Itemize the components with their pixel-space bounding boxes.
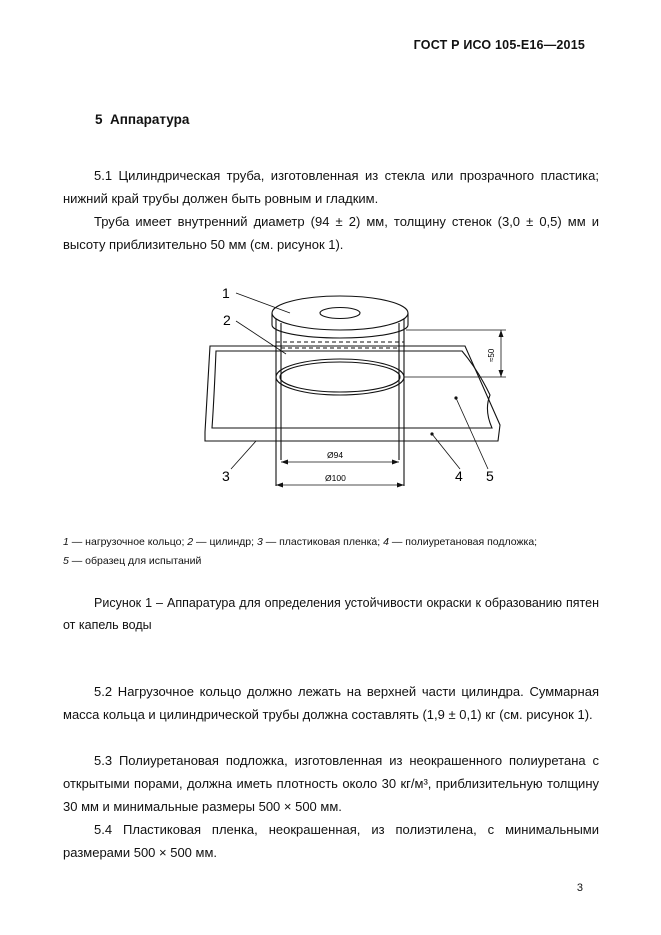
legend-num-5: 5 [63, 554, 69, 567]
page-number: 3 [576, 882, 583, 894]
figure-label-5: 5 [486, 468, 494, 484]
leader-1 [236, 293, 290, 313]
figure-label-4: 4 [455, 468, 463, 484]
paragraph-5-1 [63, 164, 599, 256]
legend-num-1: 1 [63, 536, 69, 548]
leader-5 [456, 398, 488, 469]
specimen-ellipse [276, 359, 404, 395]
apparatus-figure [0, 270, 661, 510]
legend-text-3: — пластиковая пленка; [262, 536, 384, 548]
legend-num-2: 2 [187, 536, 194, 548]
paragraph-5-4-text: 5.4 Пластиковая пленка, неокрашенная, из полиэтилена, с минимальными размерами 500 × 500 мм. [63, 822, 599, 860]
section-number: 5 [95, 112, 103, 127]
legend-text-1: — нагрузочное кольцо; [68, 536, 188, 548]
legend-text-4: — полиуретановая подложка; [388, 536, 538, 548]
dimension-inner-diameter: Ø94 [327, 450, 344, 460]
document-header: ГОСТ Р ИСО 105-Е16—2015 [413, 38, 585, 52]
section-heading [95, 112, 189, 127]
paragraph-5-2 [63, 680, 599, 726]
leader-2 [236, 321, 286, 354]
polyurethane-substrate [205, 346, 500, 441]
paragraph-5-4 [63, 818, 599, 864]
figure-label-1: 1 [222, 285, 230, 301]
leader-4 [432, 434, 460, 469]
paragraph-5-3 [63, 749, 599, 818]
paragraph-5-1-text: 5.1 Цилиндрическая труба, изготовленная из стекла или прозрачного пластика; нижний край трубы должен быть ровным и гладким. [63, 168, 599, 206]
figure-label-2: 2 [223, 312, 231, 328]
paragraph-5-3-text: 5.3 Полиуретановая подложка, изготовленная из неокрашенного полиуретана с открытыми порами, должна иметь плотность около 30 кг/м³, приблизительную толщину 30 мм и минимальные размеры 500 × 500 мм. [63, 753, 599, 814]
figure-legend [63, 533, 599, 570]
legend-num-4: 4 [383, 536, 389, 548]
legend-text-5: — образец для испытаний [68, 554, 202, 567]
dimension-outer-diameter: Ø100 [325, 473, 346, 483]
dimension-height: ≈50 [487, 348, 496, 362]
paragraph-5-1-text2: Труба имеет внутренний диаметр (94 ± 2) мм, толщину стенок (3,0 ± 0,5) мм и высоту приблизительно 50 мм (см. рисунок 1). [63, 214, 599, 252]
figure-label-3: 3 [222, 468, 230, 484]
section-title: Аппаратура [110, 112, 190, 127]
paragraph-5-2-text: 5.2 Нагрузочное кольцо должно лежать на верхней части цилиндра. Суммарная масса кольца и цилиндрической трубы должна составлять (1,9 ± 0,1) кг (см. рисунок 1). [63, 684, 599, 722]
legend-num-3: 3 [256, 536, 263, 548]
figure-caption: Рисунок 1 – Аппаратура для определения устойчивости окраски к образованию пятен от капель воды [63, 596, 599, 632]
legend-text-2: — цилиндр; [193, 536, 257, 548]
leader-3 [231, 441, 256, 469]
